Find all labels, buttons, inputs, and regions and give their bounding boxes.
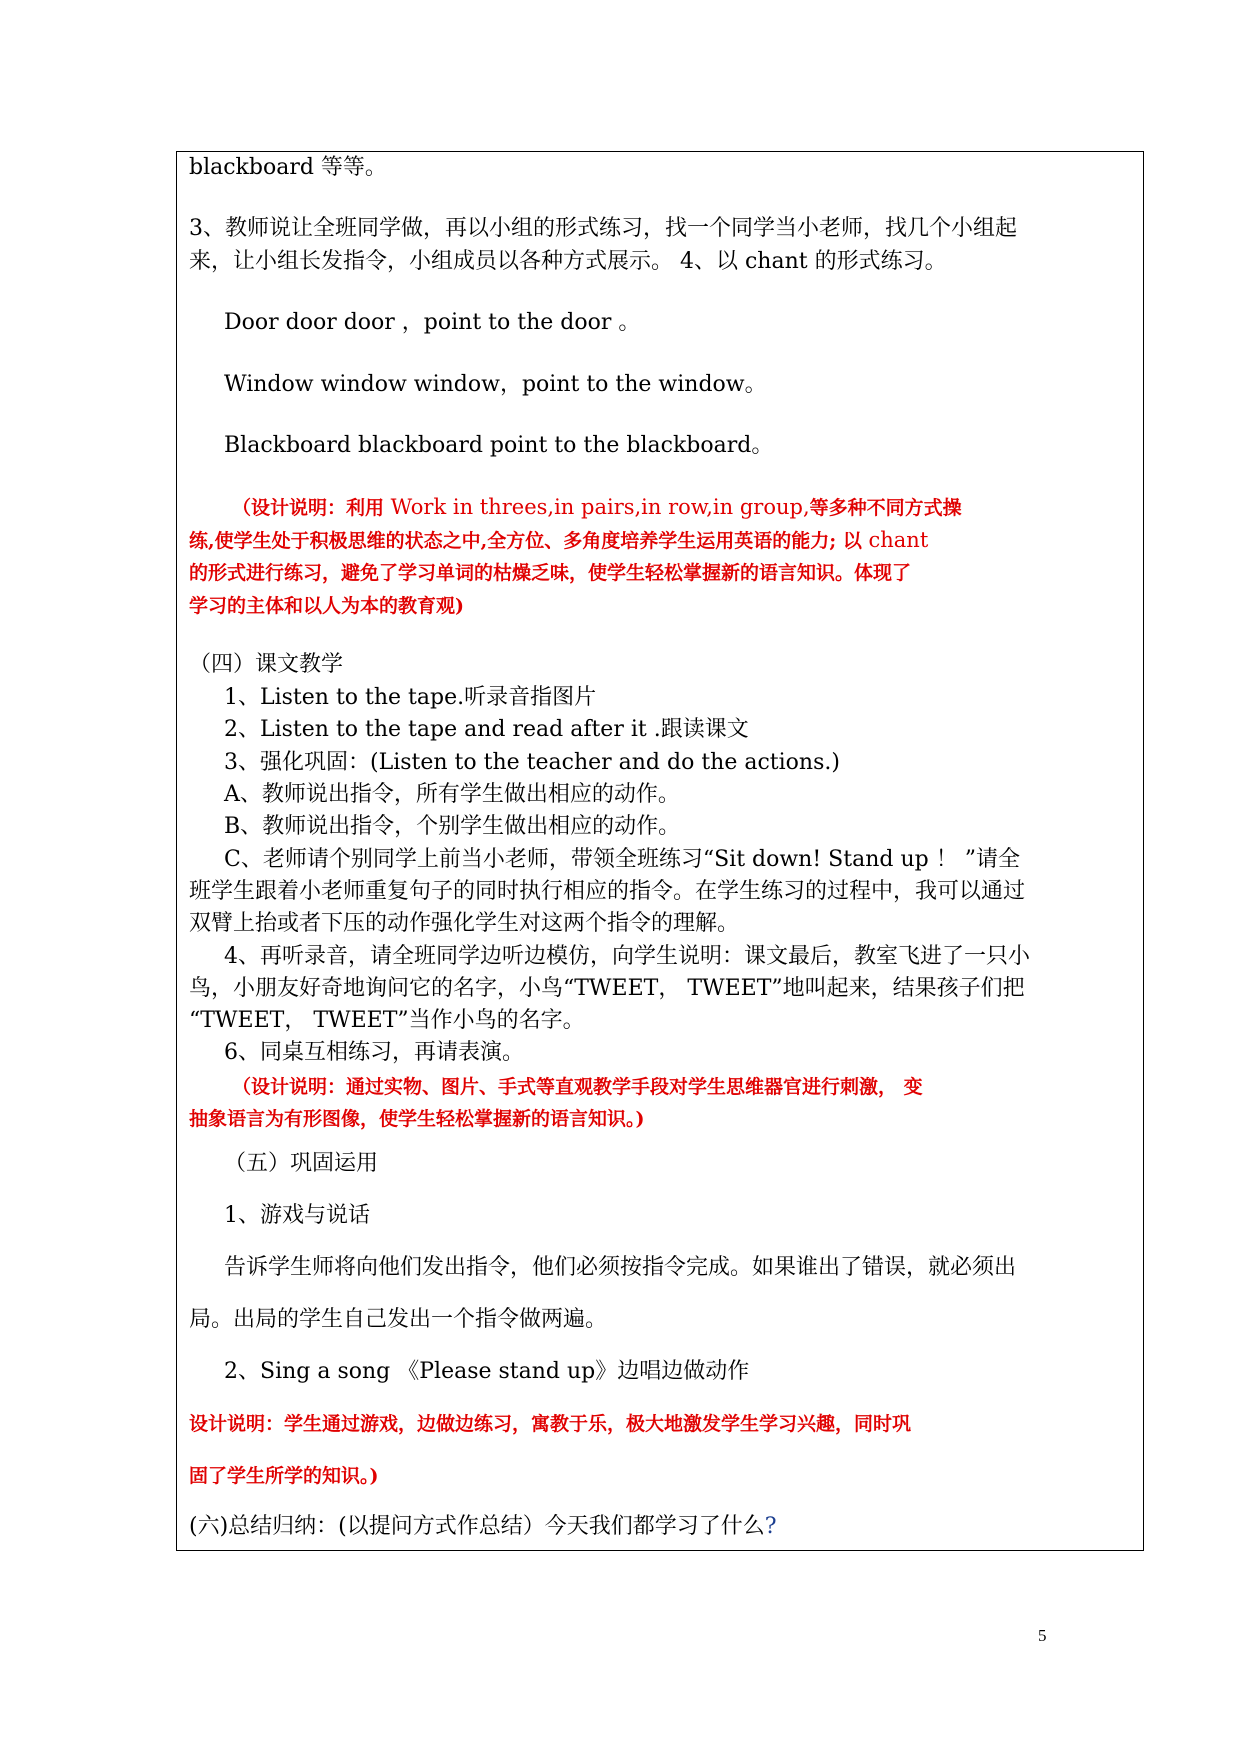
design-note-line: 的形式进行练习，避免了学习单词的枯燥乏味，使学生轻松掌握新的语言知识。体现了 (189, 562, 912, 584)
text-line: 告诉学生师将向他们发出指令，他们必须按指令完成。如果谁出了错误，就必须出 (224, 1255, 1017, 1280)
design-note-line: （设计说明：利用 Work in threes,in pairs,in row,in group,等多种不同方式操 (232, 495, 962, 519)
text-line: 2、Listen to the tape and read after it .跟读课文 (224, 717, 749, 742)
design-note-line: 练,使学生处于积极思维的状态之中,全方位、多角度培养学生运用英语的能力; 以 chant (189, 528, 929, 552)
section-heading: （五）巩固运用 (224, 1151, 379, 1176)
text-line: 1、Listen to the tape.听录音指图片 (224, 685, 597, 710)
text-line: 来，让小组长发指令，小组成员以各种方式展示。 4、以 chant 的形式练习。 (189, 249, 947, 274)
chant-line: Door door door ，point to the door 。 (224, 310, 641, 335)
text-line: C、老师请个别同学上前当小老师，带领全班练习“Sit down! Stand up ！ ”请全 (224, 847, 1020, 872)
text-line: 双臂上抬或者下压的动作强化学生对这两个指令的理解。 (189, 911, 740, 936)
design-note-line: 设计说明：学生通过游戏，边做边练习，寓教于乐，极大地激发学生学习兴趣，同时巩 (189, 1413, 912, 1435)
text-line: blackboard 等等。 (189, 155, 387, 180)
text-line: 4、再听录音，请全班同学边听边模仿，向学生说明：课文最后，教室飞进了一只小 (224, 944, 1030, 969)
text-line: 班学生跟着小老师重复句子的同时执行相应的指令。在学生练习的过程中，我可以通过 (189, 879, 1026, 904)
chant-line: Window window window，point to the window。 (224, 372, 767, 397)
text-line: A、教师说出指令，所有学生做出相应的动作。 (224, 782, 680, 807)
text-line: 2、Sing a song 《Please stand up》边唱边做动作 (224, 1359, 750, 1384)
page-number: 5 (1038, 1626, 1047, 1645)
question-mark: ? (764, 1514, 777, 1539)
section-heading: (六)总结归纳：(以提问方式作总结）今天我们都学习了什么? (189, 1514, 777, 1539)
text-line: 1、游戏与说话 (224, 1203, 370, 1228)
design-note-line: 固了学生所学的知识。) (189, 1465, 379, 1487)
text-line: 局。出局的学生自己发出一个指令做两遍。 (189, 1307, 608, 1332)
chant-line: Blackboard blackboard point to the blackboard。 (224, 433, 774, 458)
design-note-line: （设计说明：通过实物、图片、手式等直观教学手段对学生思维器官进行刺激， 变 (232, 1076, 923, 1098)
design-note-line: 抽象语言为有形图像，使学生轻松掌握新的语言知识。) (189, 1108, 645, 1130)
text-line: 3、教师说让全班同学做，再以小组的形式练习，找一个同学当小老师，找几个小组起 (189, 216, 1017, 241)
text-line: 3、强化巩固：(Listen to the teacher and do the actions.) (224, 750, 840, 775)
text-line: 6、同桌互相练习，再请表演。 (224, 1040, 524, 1065)
design-note-line: 学习的主体和以人为本的教育观) (189, 595, 464, 617)
text-line: B、教师说出指令，个别学生做出相应的动作。 (224, 814, 681, 839)
text-line: 鸟，小朋友好奇地询问它的名字，小鸟“TWEET， TWEET”地叫起来，结果孩子们把 (189, 976, 1025, 1001)
section-heading: （四）课文教学 (189, 652, 344, 677)
text-line: “TWEET， TWEET”当作小鸟的名字。 (189, 1008, 585, 1033)
